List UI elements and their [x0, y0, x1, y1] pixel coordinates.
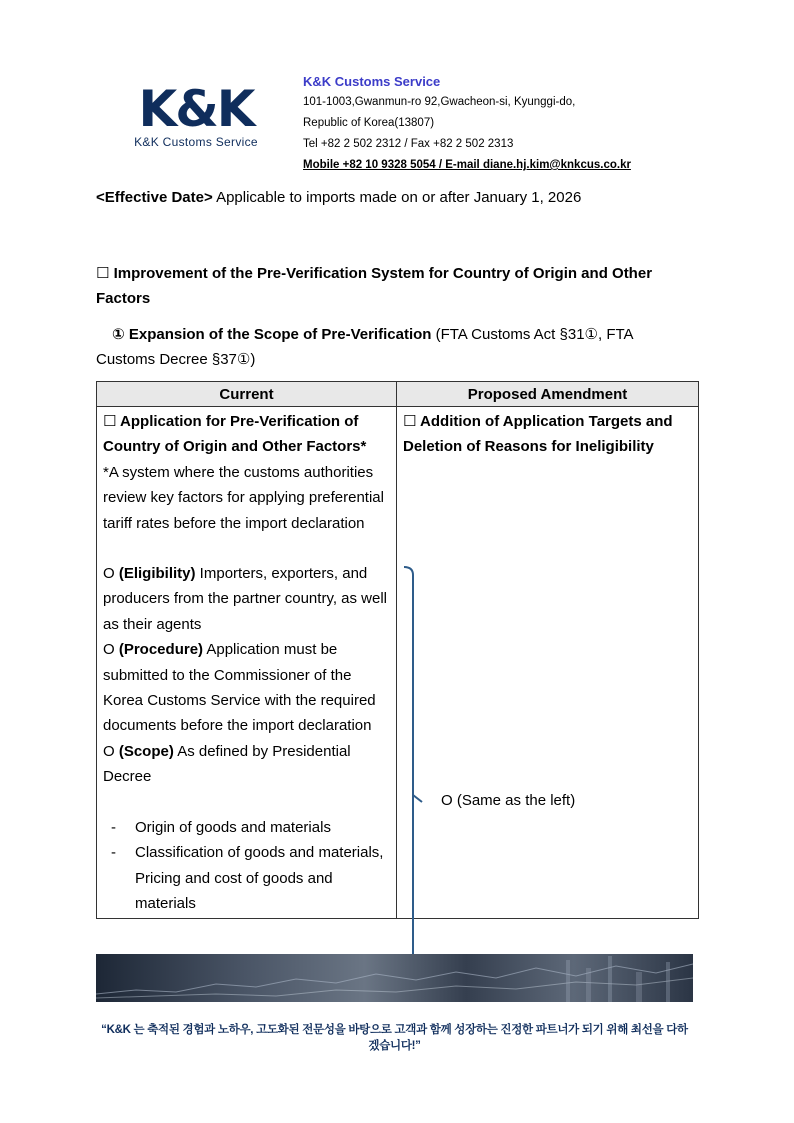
company-contact-block [303, 71, 631, 176]
address-line-1: 101-1003,Gwanmun-ro 92,Gwacheon-si, Kyunggi-do, [303, 96, 576, 108]
effective-date-label: <Effective Date> [96, 189, 213, 206]
effective-date-text: Applicable to imports made on or after January 1, 2026 [212, 189, 582, 206]
list-item: - Classification of goods and materials, Pricing and cost of goods and materials [111, 844, 384, 912]
banner-chart-graphic [96, 954, 693, 1002]
list-item: - Origin of goods and materials [111, 818, 331, 836]
subheading [96, 322, 696, 372]
section-heading: ☐ Improvement of the Pre-Verification System for Country of Origin and Other Factors [96, 265, 653, 307]
subheading-reference: (FTA Customs Act §31①, FTA Customs Decree §37①) [96, 326, 633, 368]
scope-list [103, 815, 390, 917]
current-item-procedure: O (Procedure) Application must be submitted to the Commissioner of the Korea Customs Service with the required documents before the import declaration [103, 641, 376, 735]
footer-banner-image [96, 954, 693, 1002]
company-name: K&K Customs Service [303, 74, 441, 89]
bracket-connector [400, 565, 430, 965]
address-line-2: Republic of Korea(13807) [303, 117, 435, 129]
table-row [97, 407, 699, 919]
current-title: ☐ Application for Pre-Verification of Country of Origin and Other Factors* [103, 413, 367, 456]
logo-subtitle: K&K Customs Service [134, 135, 258, 149]
current-note: *A system where the customs authorities review key factors for applying preferential tariff rates before the import declaration [103, 463, 384, 532]
comparison-table [96, 381, 699, 919]
subheading-title: Expansion of the Scope of Pre-Verification [128, 326, 432, 343]
proposed-title: ☐ Addition of Application Targets and Deletion of Reasons for Ineligibility [403, 413, 673, 456]
effective-date [96, 189, 581, 206]
table-header-row [97, 382, 699, 407]
logo-mark: K&K [138, 80, 254, 138]
subheading-number: ① [112, 326, 125, 343]
current-cell [97, 407, 397, 919]
current-item-eligibility: O (Eligibility) Importers, exporters, and producers from the partner country, as well as their agents [103, 565, 388, 633]
proposed-cell [397, 407, 699, 919]
header-current: Current [97, 382, 397, 407]
company-logo [128, 80, 264, 149]
mobile-email: Mobile +82 10 9328 5054 / E-mail diane.hj.kim@knkcus.co.kr [303, 159, 631, 171]
footer-slogan: “K&K 는 축적된 경험과 노하우, 고도화된 전문성을 바탕으로 고객과 함께 성장하는 진정한 파트너가 되기 위해 최선을 다하겠습니다!” [101, 1024, 688, 1052]
header-proposed: Proposed Amendment [397, 382, 699, 407]
same-as-left: O (Same as the left) [441, 792, 576, 809]
phone-fax: Tel +82 2 502 2312 / Fax +82 2 502 2313 [303, 138, 514, 150]
current-item-scope: O (Scope) As defined by Presidential Decree [103, 742, 351, 786]
